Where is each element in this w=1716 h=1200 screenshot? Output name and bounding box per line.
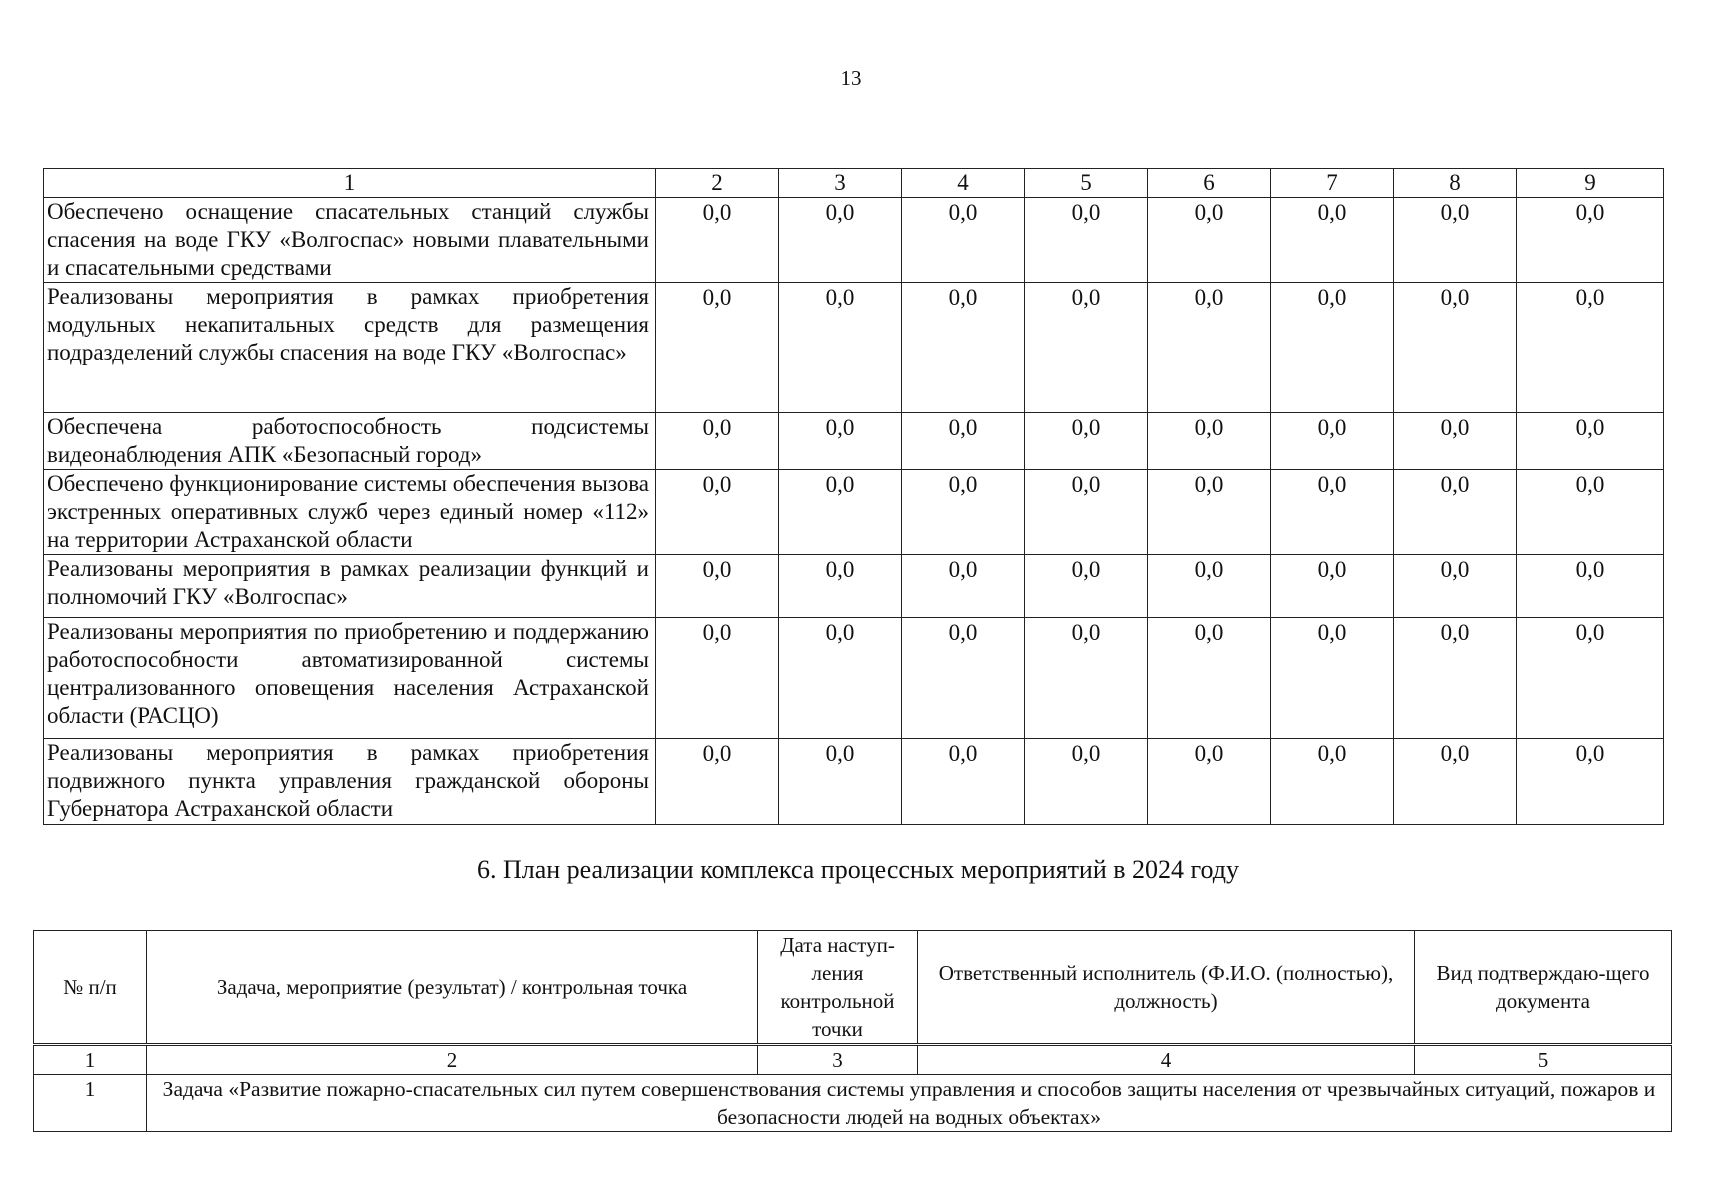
result-value: 0,0	[1148, 198, 1271, 283]
table-row	[44, 413, 1664, 470]
column-number: 1	[34, 1045, 147, 1075]
result-value: 0,0	[902, 283, 1025, 413]
table-row	[44, 739, 1664, 825]
result-value: 0,0	[656, 618, 779, 739]
section-title: 6. План реализации комплекса процессных мероприятий в 2024 году	[476, 855, 1240, 884]
result-value: 0,0	[1394, 198, 1517, 283]
result-value: 0,0	[1025, 470, 1148, 555]
result-value: 0,0	[1271, 413, 1394, 470]
column-number: 2	[147, 1045, 758, 1075]
result-value: 0,0	[1517, 618, 1664, 739]
result-value: 0,0	[779, 555, 902, 618]
column-number-header: 3	[779, 169, 902, 198]
task-text: Задача «Развитие пожарно-спасательных сил путем совершенствования системы управления и способов защиты населения от чрезвычайных ситуаций, пожаров и безопасности людей на водных объектах»	[147, 1075, 1672, 1132]
result-value: 0,0	[1148, 283, 1271, 413]
result-value: 0,0	[902, 470, 1025, 555]
table-row	[44, 618, 1664, 739]
result-value: 0,0	[1517, 739, 1664, 825]
result-description: Обеспечено оснащение спасательных станций службы спасения на воде ГКУ «Волгоспас» новыми плавательными и спасательными средствами	[44, 198, 656, 283]
result-description: Реализованы мероприятия в рамках приобретения модульных некапитальных средств для размещения подразделений службы спасения на воде ГКУ «Волгоспас»	[44, 283, 656, 413]
result-value: 0,0	[656, 739, 779, 825]
result-value: 0,0	[1394, 470, 1517, 555]
column-number-header: 7	[1271, 169, 1394, 198]
result-description: Реализованы мероприятия в рамках реализации функций и полномочий ГКУ «Волгоспас»	[44, 555, 656, 618]
result-value: 0,0	[902, 413, 1025, 470]
result-value: 0,0	[1271, 283, 1394, 413]
task-row	[34, 1075, 1672, 1132]
plan-table-column-numbers-row	[34, 1045, 1672, 1075]
result-value: 0,0	[1517, 283, 1664, 413]
result-value: 0,0	[902, 739, 1025, 825]
result-value: 0,0	[1025, 413, 1148, 470]
column-number-header: 5	[1025, 169, 1148, 198]
column-number-header: 1	[44, 169, 656, 198]
result-value: 0,0	[656, 555, 779, 618]
table-row	[44, 283, 1664, 413]
result-value: 0,0	[1025, 198, 1148, 283]
result-value: 0,0	[1148, 739, 1271, 825]
result-value: 0,0	[1394, 739, 1517, 825]
table-row	[44, 470, 1664, 555]
result-value: 0,0	[779, 739, 902, 825]
header-number: № п/п	[34, 931, 147, 1045]
result-value: 0,0	[1148, 413, 1271, 470]
column-number: 3	[758, 1045, 918, 1075]
header-document-type: Вид подтверждаю-щего документа	[1415, 931, 1672, 1045]
results-table	[43, 168, 1664, 825]
result-value: 0,0	[1025, 283, 1148, 413]
plan-table	[33, 930, 1672, 1132]
result-value: 0,0	[1394, 555, 1517, 618]
column-number-header: 4	[902, 169, 1025, 198]
column-number: 4	[918, 1045, 1415, 1075]
header-task: Задача, мероприятие (результат) / контрольная точка	[147, 931, 758, 1045]
header-date: Дата наступ-ления контрольной точки	[758, 931, 918, 1045]
result-value: 0,0	[1025, 555, 1148, 618]
column-number-header: 9	[1517, 169, 1664, 198]
column-number-header: 2	[656, 169, 779, 198]
result-value: 0,0	[902, 198, 1025, 283]
result-value: 0,0	[779, 413, 902, 470]
results-table-header-row	[44, 169, 1664, 198]
result-value: 0,0	[779, 283, 902, 413]
result-description: Реализованы мероприятия в рамках приобретения подвижного пункта управления гражданской обороны Губернатора Астраханской области	[44, 739, 656, 825]
result-value: 0,0	[1517, 555, 1664, 618]
result-value: 0,0	[902, 618, 1025, 739]
result-value: 0,0	[1148, 470, 1271, 555]
result-value: 0,0	[1394, 618, 1517, 739]
table-row	[44, 555, 1664, 618]
result-description: Обеспечено функционирование системы обеспечения вызова экстренных оперативных служб через единый номер «112» на территории Астраханской области	[44, 470, 656, 555]
result-value: 0,0	[1394, 283, 1517, 413]
table-row	[44, 198, 1664, 283]
result-value: 0,0	[902, 555, 1025, 618]
result-value: 0,0	[1517, 198, 1664, 283]
result-value: 0,0	[1025, 739, 1148, 825]
result-value: 0,0	[656, 198, 779, 283]
result-value: 0,0	[1517, 413, 1664, 470]
column-number-header: 6	[1148, 169, 1271, 198]
result-value: 0,0	[656, 470, 779, 555]
result-value: 0,0	[1148, 555, 1271, 618]
result-value: 0,0	[1271, 618, 1394, 739]
plan-table-header-row	[34, 931, 1672, 1045]
result-value: 0,0	[1271, 198, 1394, 283]
result-value: 0,0	[1271, 555, 1394, 618]
result-value: 0,0	[656, 413, 779, 470]
result-value: 0,0	[779, 198, 902, 283]
page-number: 13	[840, 66, 862, 90]
result-value: 0,0	[1148, 618, 1271, 739]
column-number: 5	[1415, 1045, 1672, 1075]
result-value: 0,0	[1271, 739, 1394, 825]
result-description: Обеспечена работоспособность подсистемы видеонаблюдения АПК «Безопасный город»	[44, 413, 656, 470]
column-number-header: 8	[1394, 169, 1517, 198]
header-responsible: Ответственный исполнитель (Ф.И.О. (полностью), должность)	[918, 931, 1415, 1045]
result-value: 0,0	[1517, 470, 1664, 555]
result-value: 0,0	[1025, 618, 1148, 739]
result-value: 0,0	[656, 283, 779, 413]
result-value: 0,0	[779, 618, 902, 739]
result-value: 0,0	[1394, 413, 1517, 470]
result-description: Реализованы мероприятия по приобретению и поддержанию работоспособности автоматизированной системы централизованного оповещения населения Астраханской области (РАСЦО)	[44, 618, 656, 739]
result-value: 0,0	[779, 470, 902, 555]
result-value: 0,0	[1271, 470, 1394, 555]
task-number: 1	[34, 1075, 147, 1132]
